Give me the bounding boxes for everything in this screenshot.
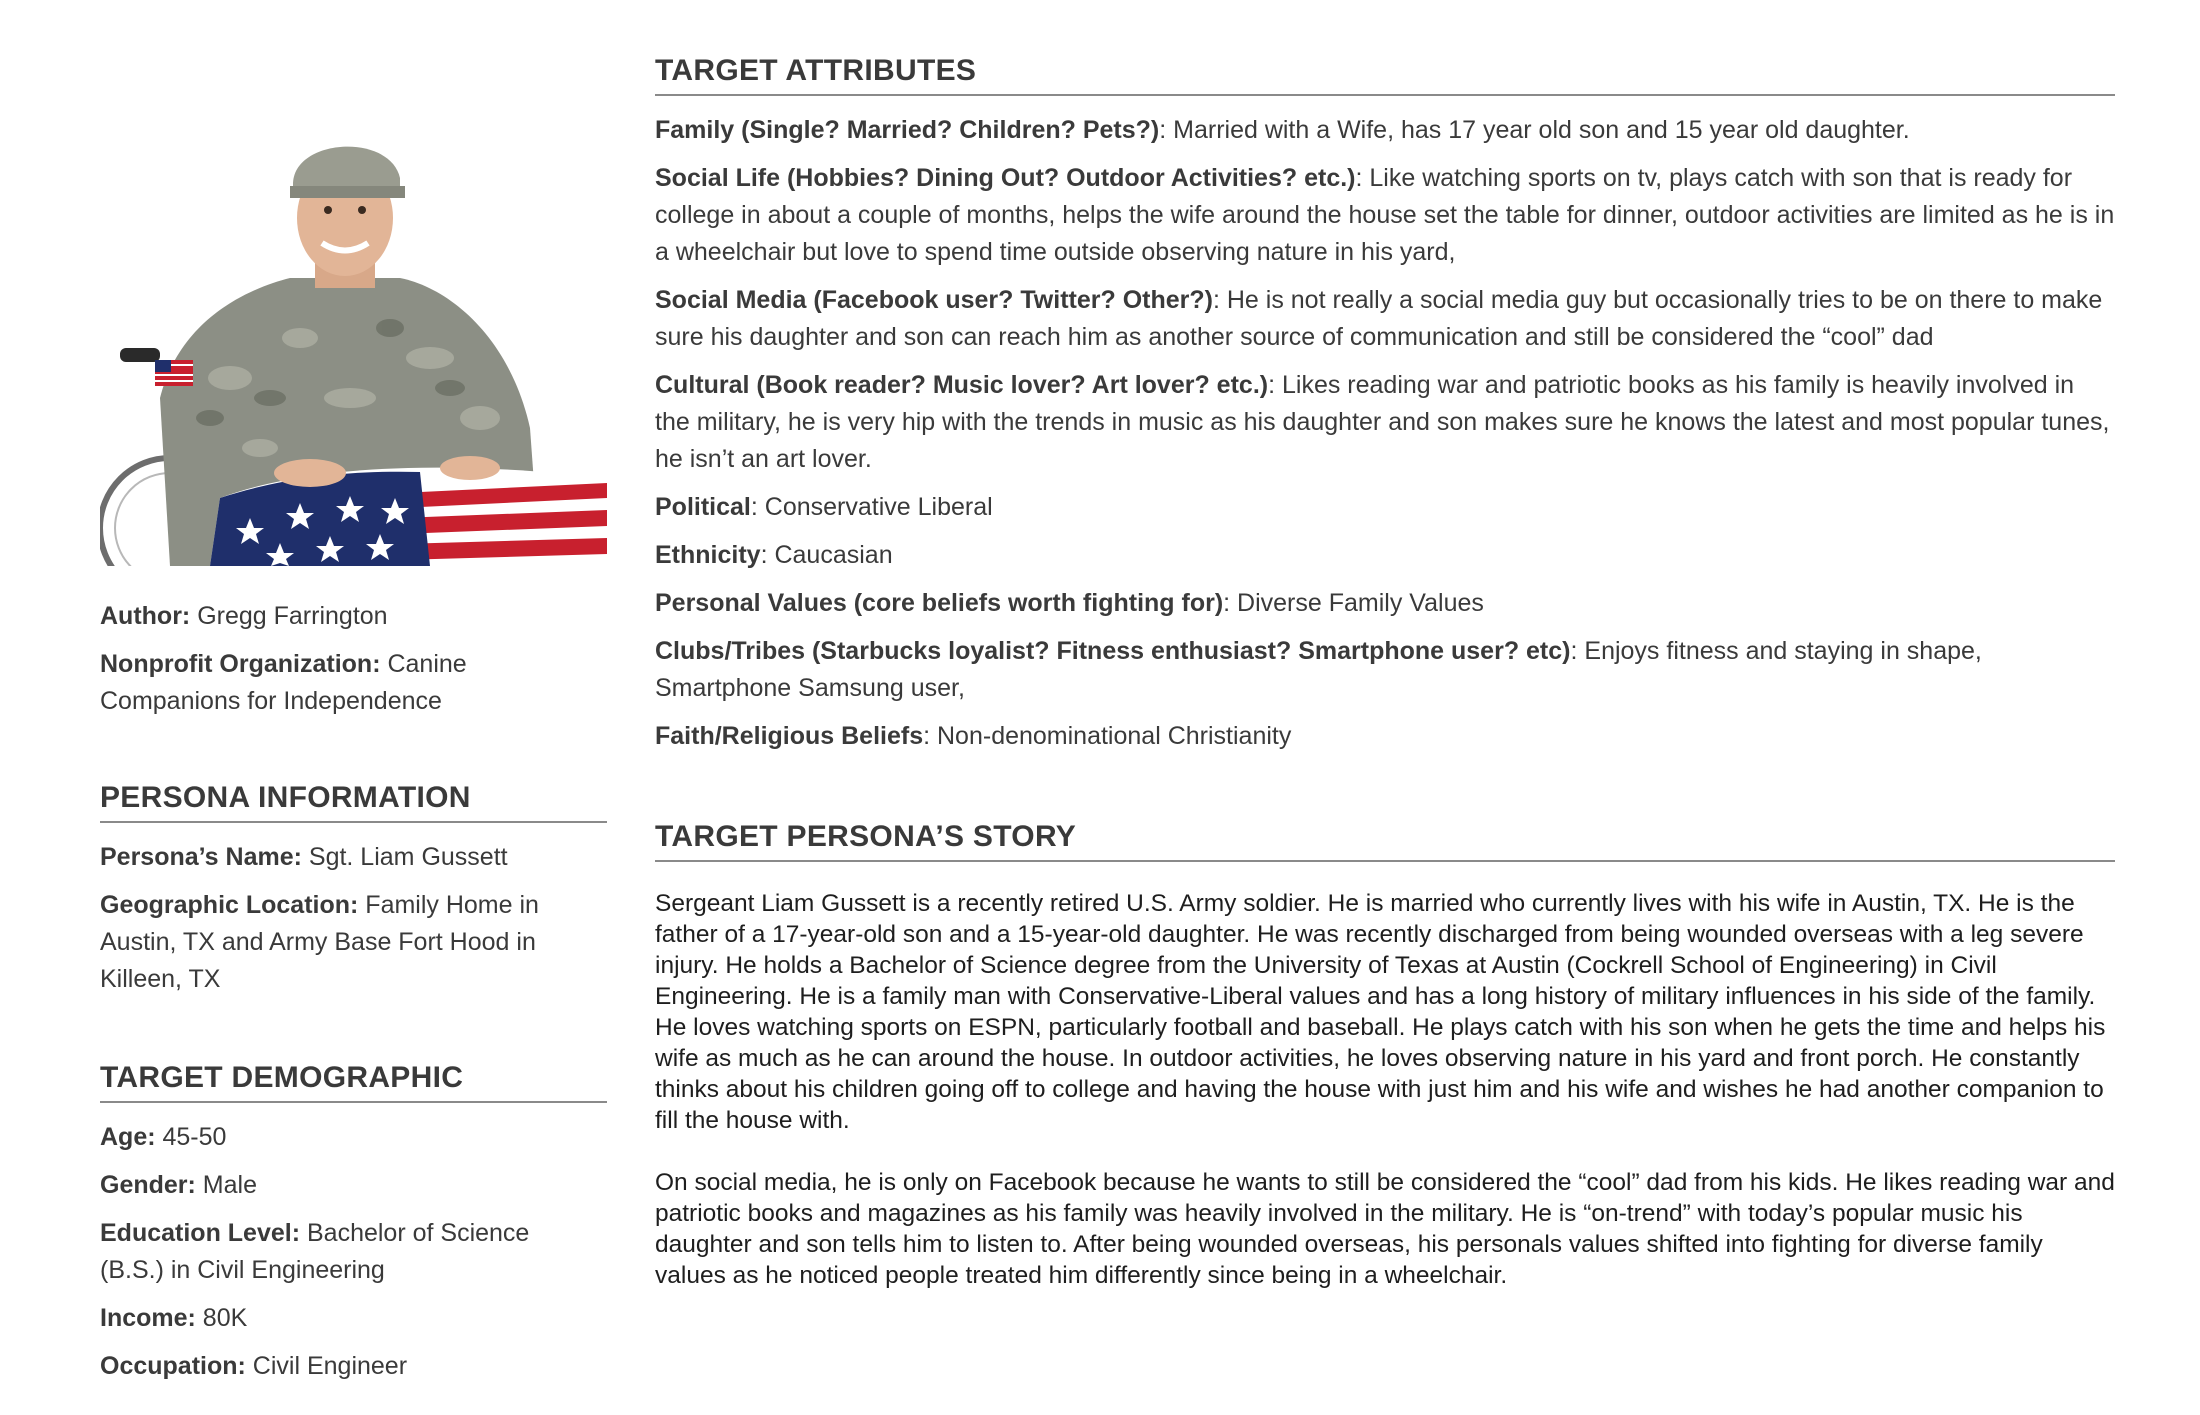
geographic-location-label: Geographic Location: [100,891,366,919]
faith-label: Faith/Religious Beliefs [655,722,924,750]
social-media-field [655,282,2115,356]
occupation-label: Occupation: [100,1352,253,1380]
gender-value: Male [202,1171,257,1199]
age-label: Age: [100,1123,163,1151]
political-value: : Conservative Liberal [750,493,993,521]
occupation-field [100,1348,570,1385]
social-media-value: : He is not really a social media guy but occasionally tries to be on there to make sure his daughter and son can reach him as another source of communication and still be considered the “cool” dad [655,286,2103,351]
persona-name-label: Persona’s Name: [100,843,309,871]
social-life-value: : Like watching sports on tv, plays catch with son that is ready for college in about a couple of months, helps the wife around the house set the table for dinner, outdoor activities are limited as he is in a wheelchair but love to spend time outside observing nature in his yard, [655,164,2115,266]
political-label: Political [655,493,751,521]
income-value: 80K [202,1304,248,1332]
cultural-field [655,367,2115,478]
income-field [100,1300,570,1337]
personal-values-field [655,585,2115,622]
social-media-label: Social Media (Facebook user? Twitter? Other?) [655,286,1213,314]
personal-values-value: : Diverse Family Values [1223,589,1484,617]
family-field [655,112,2115,149]
ethnicity-label: Ethnicity [655,541,761,569]
organization-field [100,646,570,720]
cultural-label: Cultural (Book reader? Music lover? Art lover? etc.) [655,371,1269,399]
target-attributes-section [655,54,2115,766]
persona-information-section [100,781,607,1009]
persona-name-value: Sgt. Liam Gussett [308,843,508,871]
education-field [100,1215,570,1289]
target-demographic-heading: TARGET DEMOGRAPHIC [100,1061,607,1103]
education-value: Bachelor of Science (B.S.) in Civil Engineering [100,1219,530,1284]
cultural-value: : Likes reading war and patriotic books as his family is heavily involved in the military, he is very hip with the trends in music as his daughter and son makes sure he knows the latest and most popular tunes, he isn’t an art lover. [655,371,2110,473]
political-field [655,489,2115,526]
clubs-tribes-label: Clubs/Tribes (Starbucks loyalist? Fitness enthusiast? Smartphone user? etc) [655,637,1571,665]
persona-story-section [655,820,2115,1322]
persona-story-heading: TARGET PERSONA’S STORY [655,820,2115,862]
faith-value: : Non-denominational Christianity [923,722,1292,750]
story-paragraph-2: On social media, he is only on Facebook because he wants to still be considered the “cool” dad from his kids. He likes reading war and patriotic books and magazines as his family was heavily involved in the military. He is “on-trend” with today’s popular music his daughter and son tells him to listen to. After being wounded overseas, his personals values shifted into fighting for diverse family values as he noticed people treated him differently since being in a wheelchair. [655,1169,2115,1289]
age-field [100,1119,570,1156]
social-life-label: Social Life (Hobbies? Dining Out? Outdoor Activities? etc.) [655,164,1356,192]
family-label: Family (Single? Married? Children? Pets?) [655,116,1160,144]
faith-field [655,718,2115,755]
persona-information-heading: PERSONA INFORMATION [100,781,607,823]
ethnicity-field [655,537,2115,574]
gender-label: Gender: [100,1171,203,1199]
persona-name-field [100,839,570,876]
family-value: : Married with a Wife, has 17 year old son and 15 year old daughter. [1159,116,1910,144]
personal-values-label: Personal Values (core beliefs worth fighting for) [655,589,1224,617]
clubs-tribes-field [655,633,2115,707]
story-paragraph-1: Sergeant Liam Gussett is a recently retired U.S. Army soldier. He is married who currently lives with his wife in Austin, TX. He is the father of a 17-year-old son and a 15-year-old daughter. He was recently discharged from being wounded overseas with a leg severe injury. He holds a Bachelor of Science degree from the University of Texas at Austin (Cockrell School of Engineering) in Civil Engineering. He is a family man with Conservative-Liberal values and has a long history of military influences in his side of the family. He loves watching sports on ESPN, particularly football and baseball. He plays catch with his son when he gets the time and helps his wife as much as he can around the house. In outdoor activities, he loves observing nature in his yard and front porch. He constantly thinks about his children going off to college and having the house with just him and his wife and wishes he had another companion to fill the house with. [655,890,2106,1134]
geographic-location-value: Family Home in Austin, TX and Army Base Fort Hood in Killeen, TX [100,891,539,993]
organization-label: Nonprofit Organization: [100,650,388,678]
organization-value: Canine Companions for Independence [100,650,467,715]
clubs-tribes-value: : Enjoys fitness and staying in shape, Smartphone Samsung user, [655,637,1982,702]
geographic-location-field [100,887,570,998]
target-demographic-section [100,1061,607,1396]
author-block [100,598,570,731]
occupation-value: Civil Engineer [252,1352,408,1380]
author-label: Author: [100,602,198,630]
social-life-field [655,160,2115,271]
persona-photo [100,98,607,566]
author-field [100,598,570,635]
author-value: Gregg Farrington [197,602,388,630]
gender-field [100,1167,570,1204]
age-value: 45-50 [162,1123,227,1151]
education-label: Education Level: [100,1219,307,1247]
target-attributes-heading: TARGET ATTRIBUTES [655,54,2115,96]
ethnicity-value: : Caucasian [760,541,893,569]
income-label: Income: [100,1304,203,1332]
